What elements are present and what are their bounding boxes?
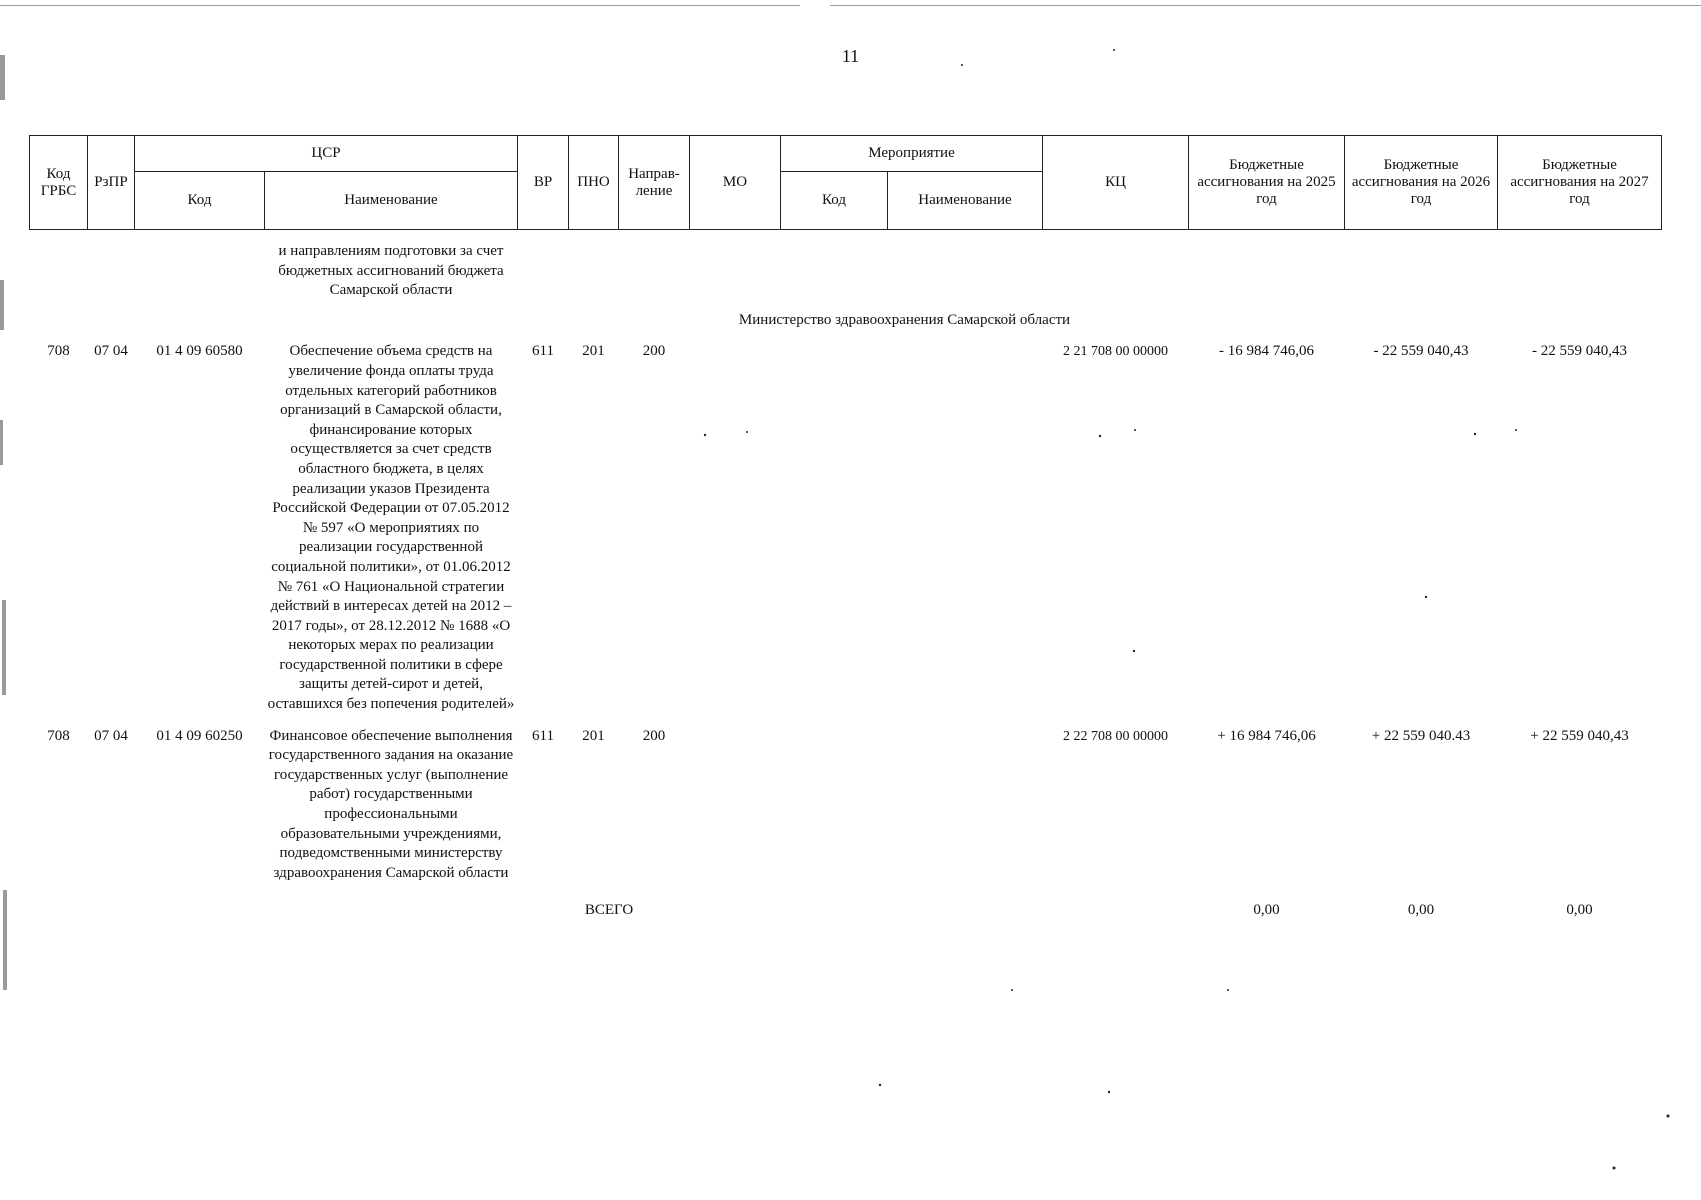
cell-budget-2026: - 22 559 040,43 xyxy=(1373,343,1469,360)
cell-name: Финансовое обеспечение выполнения государственного задания на оказание государственных услуг (выполнение работ) государственными профессиональными образовательными учреждениями, подведомственными министерству здравоохранения Самарской области xyxy=(268,727,514,881)
table-row xyxy=(30,727,1662,896)
ministry-heading-row xyxy=(30,305,1662,343)
cell-kc: 2 21 708 00 00000 xyxy=(1063,344,1168,360)
table-body xyxy=(30,230,1662,922)
cell-grbs: 708 xyxy=(47,727,70,744)
cell-budget-2027: + 22 559 040,43 xyxy=(1530,727,1629,744)
cell-kc: 2 22 708 00 00000 xyxy=(1063,728,1168,744)
header-budget-2027: Бюджетные ассигнования на 2027 год xyxy=(1498,136,1662,230)
total-row xyxy=(30,895,1662,921)
cell-vr: 611 xyxy=(532,727,554,744)
header-direction: Направ-ление xyxy=(619,136,690,230)
cell-grbs: 708 xyxy=(47,343,70,360)
header-rzpr: РзПР xyxy=(88,136,135,230)
header-kod-grbs: Код ГРБС xyxy=(30,136,88,230)
header-csr-name: Наименование xyxy=(265,172,518,230)
cell-rzpr: 07 04 xyxy=(94,727,128,744)
scan-edge-line-right xyxy=(830,5,1701,6)
total-budget-2025: 0,00 xyxy=(1253,902,1280,919)
cell-csr-kod: 01 4 09 60580 xyxy=(156,343,243,360)
header-budget-2025: Бюджетные ассигнования на 2025 год xyxy=(1189,136,1345,230)
header-event: Мероприятие xyxy=(781,136,1043,172)
header-csr: ЦСР xyxy=(135,136,518,172)
page-number: 11 xyxy=(841,46,860,66)
cell-mo xyxy=(690,727,781,896)
cell-event-name xyxy=(888,727,1043,896)
carryover-row xyxy=(30,242,1662,305)
header-budget-2026: Бюджетные ассигнования на 2026 год xyxy=(1345,136,1498,230)
total-budget-2027: 0,00 xyxy=(1566,902,1593,919)
header-vr: ВР xyxy=(518,136,569,230)
cell-direction: 200 xyxy=(642,727,666,744)
cell-vr: 611 xyxy=(532,343,554,360)
header-mo: МО xyxy=(690,136,781,230)
cell-pno: 201 xyxy=(582,727,605,744)
ministry-heading: Министерство здравоохранения Самарской области xyxy=(738,311,1071,328)
header-event-kod: Код xyxy=(781,172,888,230)
cell-rzpr: 07 04 xyxy=(94,343,128,360)
header-pno: ПНО xyxy=(569,136,619,230)
table-header xyxy=(30,136,1662,230)
total-budget-2026: 0,00 xyxy=(1407,902,1435,919)
table-row xyxy=(30,342,1662,726)
cell-mo xyxy=(690,342,781,726)
cell-event-kod xyxy=(781,727,888,896)
header-event-name: Наименование xyxy=(888,172,1043,230)
cell-csr-kod: 01 4 09 60250 xyxy=(156,727,243,744)
cell-budget-2025: + 16 984 746,06 xyxy=(1217,727,1316,744)
total-label: ВСЕГО xyxy=(584,902,634,919)
carryover-text: и направлениям подготовки за счет бюджетных ассигнований бюджета Самарской области xyxy=(278,243,504,299)
cell-name: Обеспечение объема средств на увеличение фонда оплаты труда отдельных категорий работников организаций в Самарской области, финансирование которых осуществляется за счет средств областного бюджета, в целях реализации указов Президента Российской Федерации от 07.05.2012 № 597 «О мероприятиях по реализации государственной социальной политики», от 01.06.2012 № 761 «О Национальной стратегии действий в интересах детей на 2012 – 2017 годы», от 28.12.2012 № 1688 «О некоторых мерах по реализации государственной политики в сфере защиты детей-сирот и детей, оставшихся без попечения родителей» xyxy=(267,343,515,713)
header-kc: КЦ xyxy=(1043,136,1189,230)
header-csr-kod: Код xyxy=(135,172,265,230)
budget-allocation-table xyxy=(29,135,1662,921)
cell-pno: 201 xyxy=(582,343,605,360)
cell-budget-2026: + 22 559 040.43 xyxy=(1371,727,1471,744)
scan-edge-line-left xyxy=(0,5,800,6)
cell-budget-2025: - 16 984 746,06 xyxy=(1219,343,1314,360)
cell-direction: 200 xyxy=(642,343,666,360)
cell-budget-2027: - 22 559 040,43 xyxy=(1532,343,1627,360)
cell-event-name xyxy=(888,342,1043,726)
table-spacer xyxy=(30,230,1662,243)
cell-event-kod xyxy=(781,342,888,726)
